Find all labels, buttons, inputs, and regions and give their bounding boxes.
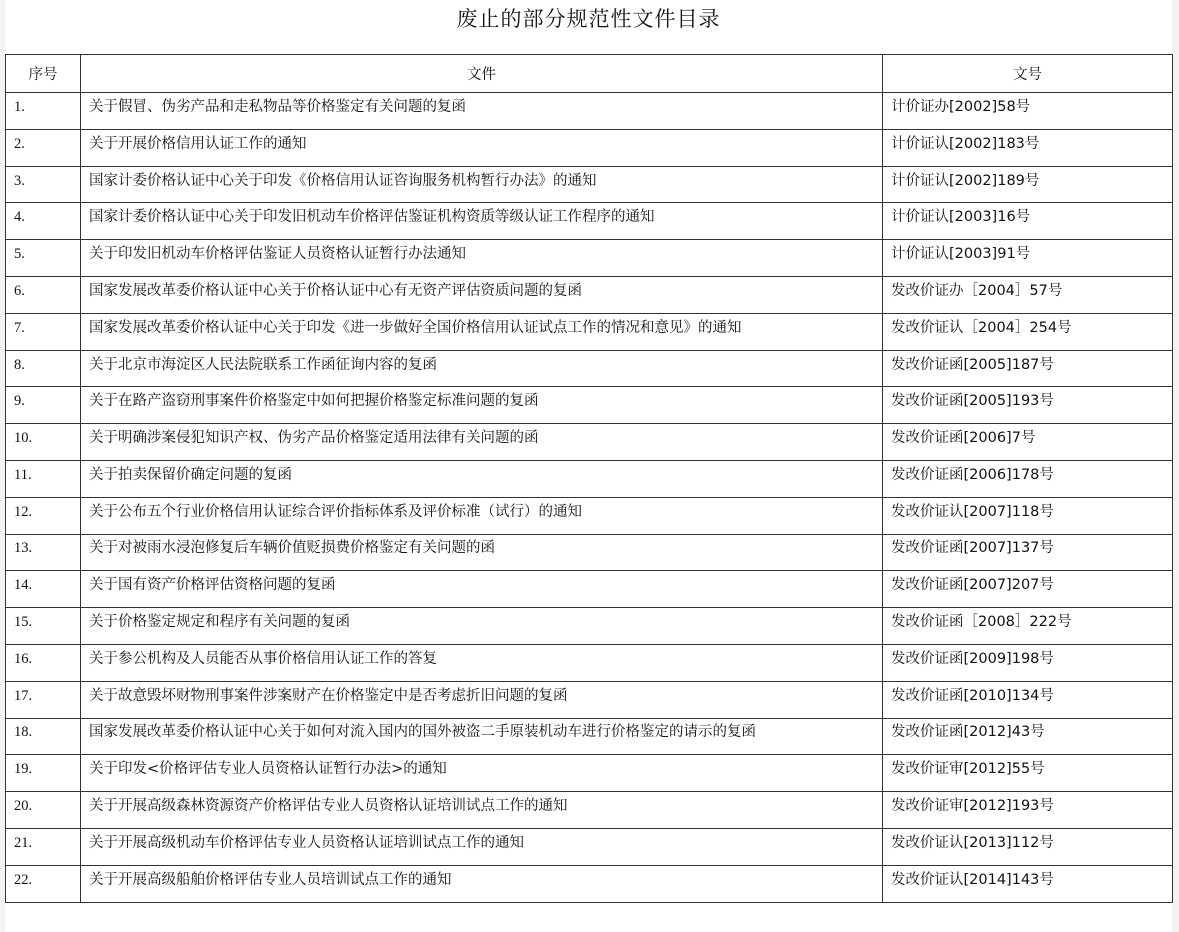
table-row xyxy=(6,203,1173,240)
documents-table xyxy=(5,54,1173,903)
serial-number-cell: 16. xyxy=(6,644,81,681)
serial-number-cell: 15. xyxy=(6,608,81,645)
table-row xyxy=(6,350,1173,387)
file-title-cell: 国家发展改革委价格认证中心关于价格认证中心有无资产评估资质问题的复函 xyxy=(81,276,883,313)
table-row xyxy=(6,718,1173,755)
file-title-cell: 关于明确涉案侵犯知识产权、伪劣产品价格鉴定适用法律有关问题的函 xyxy=(81,424,883,461)
document-number-cell: 计价证办[2002]58号 xyxy=(883,93,1173,130)
serial-number-cell: 17. xyxy=(6,681,81,718)
table-row xyxy=(6,792,1173,829)
document-number-cell: 计价证认[2002]189号 xyxy=(883,166,1173,203)
serial-number-cell: 22. xyxy=(6,865,81,902)
table-row xyxy=(6,460,1173,497)
document-number-cell: 发改价证认[2014]143号 xyxy=(883,865,1173,902)
table-row xyxy=(6,608,1173,645)
document-number-cell: 计价证认[2003]16号 xyxy=(883,203,1173,240)
serial-number-cell: 11. xyxy=(6,460,81,497)
file-title-cell: 国家计委价格认证中心关于印发《价格信用认证咨询服务机构暂行办法》的通知 xyxy=(81,166,883,203)
document-number-cell: 发改价证办［2004］57号 xyxy=(883,276,1173,313)
file-title-cell: 关于在路产盗窃刑事案件价格鉴定中如何把握价格鉴定标准问题的复函 xyxy=(81,387,883,424)
document-number-cell: 计价证认[2003]91号 xyxy=(883,240,1173,277)
document-number-cell: 发改价证函[2009]198号 xyxy=(883,644,1173,681)
file-title-cell: 关于北京市海淀区人民法院联系工作函征询内容的复函 xyxy=(81,350,883,387)
table-row xyxy=(6,387,1173,424)
serial-number-cell: 6. xyxy=(6,276,81,313)
serial-number-cell: 1. xyxy=(6,93,81,130)
document-number-cell: 发改价证认［2004］254号 xyxy=(883,313,1173,350)
table-row xyxy=(6,276,1173,313)
table-row xyxy=(6,681,1173,718)
document-number-cell: 发改价证认[2007]118号 xyxy=(883,497,1173,534)
document-number-cell: 计价证认[2002]183号 xyxy=(883,129,1173,166)
table-row xyxy=(6,313,1173,350)
file-title-cell: 关于开展价格信用认证工作的通知 xyxy=(81,129,883,166)
table-row xyxy=(6,644,1173,681)
table-row xyxy=(6,93,1173,130)
table-row xyxy=(6,865,1173,902)
file-title-cell: 关于印发<价格评估专业人员资格认证暂行办法>的通知 xyxy=(81,755,883,792)
file-title-cell: 国家发展改革委价格认证中心关于如何对流入国内的国外被盗二手原装机动车进行价格鉴定的请示的复函 xyxy=(81,718,883,755)
serial-number-cell: 10. xyxy=(6,424,81,461)
document-number-cell: 发改价证认[2013]112号 xyxy=(883,828,1173,865)
table-row xyxy=(6,424,1173,461)
file-title-cell: 关于公布五个行业价格信用认证综合评价指标体系及评价标准（试行）的通知 xyxy=(81,497,883,534)
document-number-cell: 发改价证函[2006]7号 xyxy=(883,424,1173,461)
file-title-cell: 关于开展高级机动车价格评估专业人员资格认证培训试点工作的通知 xyxy=(81,828,883,865)
serial-number-cell: 7. xyxy=(6,313,81,350)
file-title-cell: 国家计委价格认证中心关于印发旧机动车价格评估鉴证机构资质等级认证工作程序的通知 xyxy=(81,203,883,240)
serial-number-cell: 4. xyxy=(6,203,81,240)
file-title-cell: 关于假冒、伪劣产品和走私物品等价格鉴定有关问题的复函 xyxy=(81,93,883,130)
serial-number-cell: 12. xyxy=(6,497,81,534)
serial-number-cell: 3. xyxy=(6,166,81,203)
page-title: 废止的部分规范性文件目录 xyxy=(456,7,721,31)
header-file: 文件 xyxy=(81,55,883,93)
serial-number-cell: 14. xyxy=(6,571,81,608)
header-document-number: 文号 xyxy=(883,55,1173,93)
table-row xyxy=(6,828,1173,865)
serial-number-cell: 13. xyxy=(6,534,81,571)
serial-number-cell: 20. xyxy=(6,792,81,829)
document-number-cell: 发改价证函[2006]178号 xyxy=(883,460,1173,497)
table-row xyxy=(6,534,1173,571)
document-number-cell: 发改价证审[2012]55号 xyxy=(883,755,1173,792)
serial-number-cell: 18. xyxy=(6,718,81,755)
document-page xyxy=(5,0,1172,932)
document-number-cell: 发改价证审[2012]193号 xyxy=(883,792,1173,829)
file-title-cell: 关于国有资产价格评估资格问题的复函 xyxy=(81,571,883,608)
table-row xyxy=(6,240,1173,277)
serial-number-cell: 5. xyxy=(6,240,81,277)
document-number-cell: 发改价证函[2005]187号 xyxy=(883,350,1173,387)
document-number-cell: 发改价证函[2010]134号 xyxy=(883,681,1173,718)
file-title-cell: 关于拍卖保留价确定问题的复函 xyxy=(81,460,883,497)
document-number-cell: 发改价证函［2008］222号 xyxy=(883,608,1173,645)
document-number-cell: 发改价证函[2007]207号 xyxy=(883,571,1173,608)
file-title-cell: 关于印发旧机动车价格评估鉴证人员资格认证暂行办法通知 xyxy=(81,240,883,277)
serial-number-cell: 2. xyxy=(6,129,81,166)
file-title-cell: 关于开展高级森林资源资产价格评估专业人员资格认证培训试点工作的通知 xyxy=(81,792,883,829)
table-row xyxy=(6,755,1173,792)
serial-number-cell: 21. xyxy=(6,828,81,865)
file-title-cell: 关于开展高级船舶价格评估专业人员培训试点工作的通知 xyxy=(81,865,883,902)
header-serial-number: 序号 xyxy=(6,55,81,93)
table-header-row xyxy=(6,55,1173,93)
table-row xyxy=(6,571,1173,608)
file-title-cell: 关于参公机构及人员能否从事价格信用认证工作的答复 xyxy=(81,644,883,681)
file-title-cell: 关于价格鉴定规定和程序有关问题的复函 xyxy=(81,608,883,645)
file-title-cell: 关于故意毁坏财物刑事案件涉案财产在价格鉴定中是否考虑折旧问题的复函 xyxy=(81,681,883,718)
file-title-cell: 关于对被雨水浸泡修复后车辆价值贬损费价格鉴定有关问题的函 xyxy=(81,534,883,571)
table-row xyxy=(6,497,1173,534)
table-body xyxy=(6,93,1173,903)
table-row xyxy=(6,166,1173,203)
serial-number-cell: 9. xyxy=(6,387,81,424)
document-number-cell: 发改价证函[2012]43号 xyxy=(883,718,1173,755)
serial-number-cell: 19. xyxy=(6,755,81,792)
serial-number-cell: 8. xyxy=(6,350,81,387)
table-row xyxy=(6,129,1173,166)
document-number-cell: 发改价证函[2005]193号 xyxy=(883,387,1173,424)
document-number-cell: 发改价证函[2007]137号 xyxy=(883,534,1173,571)
file-title-cell: 国家发展改革委价格认证中心关于印发《进一步做好全国价格信用认证试点工作的情况和意见》的通知 xyxy=(81,313,883,350)
